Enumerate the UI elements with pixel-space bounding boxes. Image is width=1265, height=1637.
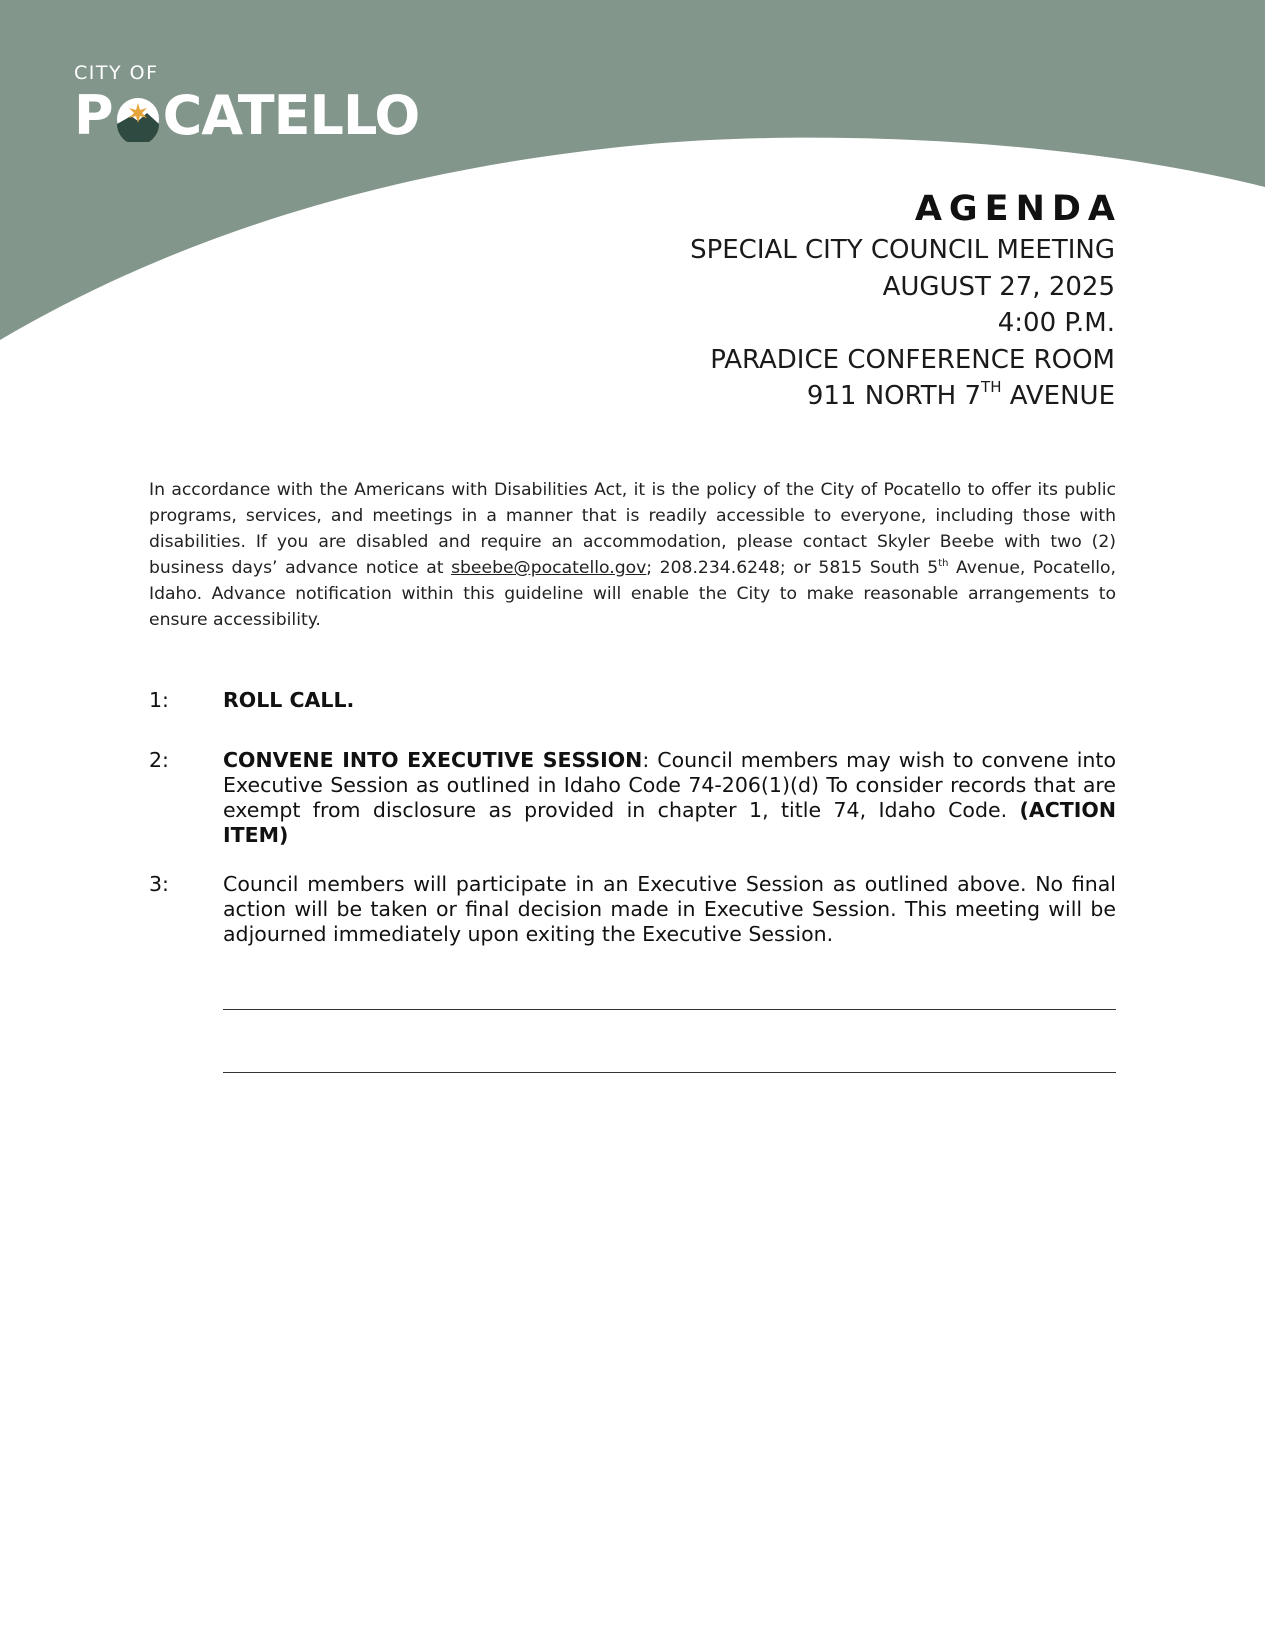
ada-ordinal: th: [938, 558, 949, 569]
contact-email-link[interactable]: sbeebe@pocatello.gov: [451, 558, 647, 578]
agenda-items: [149, 688, 1116, 947]
agenda-item: [149, 748, 1116, 848]
item-body: [223, 748, 1116, 848]
item-body: [223, 688, 1116, 713]
blank-rule: [223, 1072, 1116, 1073]
item-heading: CONVENE INTO EXECUTIVE SESSION: [223, 748, 643, 772]
item-number: 1:: [149, 688, 169, 712]
logo-wordmark: [74, 86, 419, 146]
item-body: [223, 872, 1116, 947]
agenda-header: [690, 186, 1122, 415]
blank-rule: [223, 1009, 1116, 1010]
ada-text-part3: Avenue, Pocatello, Idaho. Advance notification within this guideline will enable the City to make reasonable arrangements to ensure accessibility.: [149, 558, 1117, 630]
logo-letter-p: P: [74, 84, 113, 147]
address-avenue: AVENUE: [1001, 381, 1115, 411]
mountain-sun-icon: [114, 94, 162, 142]
address-street: 911 NORTH 7: [806, 381, 982, 411]
agenda-item: [149, 872, 1116, 947]
logo-city-of: CITY OF: [74, 62, 159, 84]
agenda-title: AGENDA: [914, 189, 1122, 229]
address-ordinal: TH: [981, 378, 1002, 396]
meeting-time: 4:00 P.M.: [997, 308, 1115, 338]
meeting-date: AUGUST 27, 2025: [882, 271, 1115, 302]
item-text: Council members will participate in an Executive Session as outlined above. No final action will be taken or final decision made in Executive Session. This meeting will be adjourned immediately upon exiting the Executive Session.: [223, 872, 1116, 946]
logo-letters-rest: CATELLO: [162, 84, 420, 147]
ada-text-part1: In accordance with the Americans with Disabilities Act, it is the policy of the City of Pocatello to offer its public programs, services, and meetings in a manner that is readily accessible to everyone, including those with disabilities. If you are disabled and require an accommodation, please contact Skyler Beebe with two (2) business days’ advance notice at: [149, 480, 1116, 578]
city-logo: [74, 62, 419, 146]
ada-notice: [149, 477, 1116, 633]
meeting-type: SPECIAL CITY COUNCIL MEETING: [690, 235, 1115, 265]
item-heading: ROLL CALL.: [223, 688, 355, 712]
agenda-item: [149, 688, 1116, 713]
item-text: : Council members may wish to convene into Executive Session as outlined in Idaho Code 74-206(1)(d) To consider records that are exempt from disclosure as provided in chapter 1, title 74, Idaho Code.: [223, 748, 1116, 822]
meeting-address: [690, 378, 1115, 415]
meeting-location: PARADICE CONFERENCE ROOM: [710, 344, 1115, 375]
action-item-label: (ACTION ITEM): [223, 798, 1116, 847]
item-number: 3:: [149, 872, 169, 896]
ada-text-part2: ; 208.234.6248; or 5815 South 5: [646, 558, 939, 578]
item-number: 2:: [149, 748, 169, 772]
